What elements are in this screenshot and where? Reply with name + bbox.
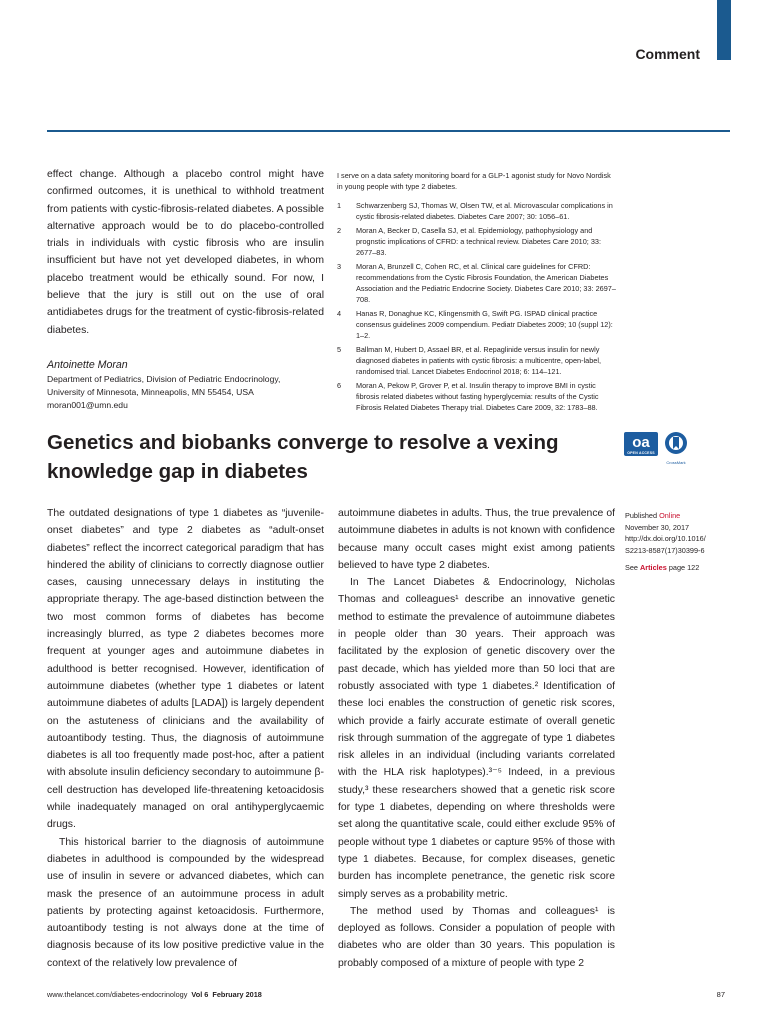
article-paragraph: The method used by Thomas and colleagues¹ is deployed as follows. Consider a population of people with diabetes who are older than 30 years. This population is probably composed of a mixture of people with type 2 [338,905,615,969]
reference-list [337,200,617,413]
header-rule [47,130,730,132]
crossmark-icon[interactable] [664,431,688,465]
disclosure-statement: I serve on a data safety monitoring board for a GLP-1 agonist study for Novo Nordisk in young people with type 2 diabetes. [337,171,611,191]
article-paragraph: The outdated designations of type 1 diabetes as “juvenile-onset diabetes” and type 2 diabetes as “adult-onset diabetes” reflect the incorrect categorical paradigm that has hindered the ability of clinicians to correctly diagnose outlier cases, causing unnecessary delays in instituting the appropriate therapy. The age-based distinction between the two most common forms of diabetes has become increasingly blurred, as type 2 diabetes becomes more frequent at younger ages and autoimmune diabetes in adulthood is better recognised. However, identification of autoimmune diabetes (whether type 1 diabetes or latent autoimmune diabetes of adults [LADA]) is largely dependent on the astuteness of clinicians and the availability of autoantibody testing. Thus, the diagnosis of autoimmune diabetes is all too frequently made post-hoc, after a patient with absolute insulin deficiency secondary to autoimmune β-cell destruction has developed life-threatening ketoacidosis while inadequately managed on oral antihyperglycaemic drugs. [47,508,324,831]
previous-article-paragraph: effect change. Although a placebo control might have confirmed outcomes, it is unethical to withhold treatment from patients with cystic-fibrosis-related diabetes. A possible alternative approach would be to do placebo-controlled trials in individuals with cystic fibrosis who are insulin insufficient but have not yet developed diabetes, in whom placebo treatment would be ethically sound. For now, I believe that the jury is still out on the use of oral antidiabetes drugs for the treatment of cystic-fibrosis-related diabetes. [47,169,324,336]
open-access-icon[interactable] [624,432,658,456]
article-paragraph: In The Lancet Diabetes & Endocrinology, Nicholas Thomas and colleagues¹ describe an innovative genetic method to estimate the prevalence of autoimmune diabetes in people older than 30 years. Their approach was facilitated by the explosion of genetic discovery over the past decade, which has yielded more than 50 loci that are robustly associated with type 1 diabetes.² Identification of these loci enables the construction of genetic risk scores, which provide a fairly accurate estimate of overall genetic risk through summation of the aggregate of type 1 diabetes risk alleles in an individual (including variants correlated with the HLA risk haplotypes).³⁻⁵ Indeed, in a previous study,³ these researchers showed that a genetic risk score for type 1 diabetes, depending on where thresholds were set along the quantitative scale, could either exclude 95% of people without type 1 diabetes or capture 95% of those with type 1 diabetes. Because, for complex diseases, genetic burden has incomplete penetrance, the genetic risk score simply serves as a probability metric. [338,577,615,900]
section-label: Comment [635,46,700,62]
reference-item: 5 Ballman M, Hubert D, Assael BR, et al. Repaglinide versus insulin for newly diagnosed diabetes in patients with cystic fibrosis: a multicentre, open-label, randomised trial. Lancet Diabetes Endocrinol 2018; 6: 114–121. [337,345,601,376]
journal-url[interactable]: www.thelancet.com/diabetes-endocrinology [47,990,188,999]
affiliation-line: Department of Pediatrics, Division of Pediatric Endocrinology, [47,373,281,384]
author-name: Antoinette Moran [47,358,128,371]
crossmark-label: CrossMark [666,460,686,465]
affiliation-line: University of Minnesota, Minneapolis, MN 55454, USA [47,386,254,397]
reference-item: 2 Moran A, Becker D, Casella SJ, et al. Epidemiology, pathophysiology and prognstic implications of CFRD: a technical review. Diabetes Care 2010; 33: 2677–83. [337,226,601,257]
reference-item: 3 Moran A, Brunzell C, Cohen RC, et al. Clinical care guidelines for CFRD: recommendations from the Cystic Fibrosis Foundation, the American Diabetes Association and the Pediatric Endocrine Society. Diabetes Care 2010; 33: 2697–708. [337,262,616,304]
author-email[interactable]: moran001@umn.edu [47,399,128,410]
published-online: Published Online [625,511,681,520]
article-column-2 [338,505,615,972]
volume: Vol 6 [191,990,209,999]
articles-link[interactable]: Articles [640,563,667,572]
doi-link[interactable]: http://dx.doi.org/10.1016/ S2213-8587(17)30399-6 [625,534,706,555]
publication-date: November 30, 2017 [625,522,690,532]
article-paragraph: autoimmune diabetes in adults. Thus, the true prevalence of autoimmune diabetes in adults is not known with confidence because many occult cases might exist among patients believed to have type 2 diabetes. [338,508,615,571]
reference-item: 1 Schwarzenberg SJ, Thomas W, Olsen TW, et al. Microvascular complications in cystic fibrosis-related diabetes. Diabetes Care 2007; 30: 1056–61. [337,201,613,221]
open-access-sublabel: OPEN ACCESS [627,451,655,455]
issue-month: February 2018 [212,990,262,999]
footer-journal [47,990,262,999]
article-column-1 [47,505,324,972]
publication-sidebar [625,510,720,574]
author-affiliation [47,373,324,412]
reference-item: 6 Moran A, Pekow P, Grover P, et al. Insulin therapy to improve BMI in cystic fibrosis related diabetes without fasting hyperglycemia: results of the Cystic Fibrosis Related Diabetes Therapy trial. Diabetes Care 2009, 32: 1783–88. [337,381,599,412]
open-access-label: oa [632,434,650,451]
article-title: Genetics and biobanks converge to resolve a vexing knowledge gap in diabetes [47,431,559,483]
article-paragraph: This historical barrier to the diagnosis of autoimmune diabetes in adulthood is compounded by the widespread use of insulin in severe or advanced diabetes, which can mask the presence of an autoimmune process in adult patients by protecting against ketoacidosis. Furthermore, autoantibody testing is not always done at the time of diagnosis because of its low positive predictive value in the context of the relatively low prevalence of [47,836,324,969]
journal-color-bar [717,0,731,60]
disclosure-and-references [337,170,617,416]
see-also: See Articles page 122 [625,563,700,572]
crossmark-glyph [664,431,688,455]
reference-item: 4 Hanas R, Donaghue KC, Klingensmith G, Swift PG. ISPAD clinical practice consensus guidelines 2009 compendium. Pediatr Diabetes 2009; 10 (suppl 12): 1–2. [337,309,613,340]
page-number: 87 [716,990,725,999]
online-link[interactable]: Online [659,511,681,520]
previous-article-column [47,166,324,412]
